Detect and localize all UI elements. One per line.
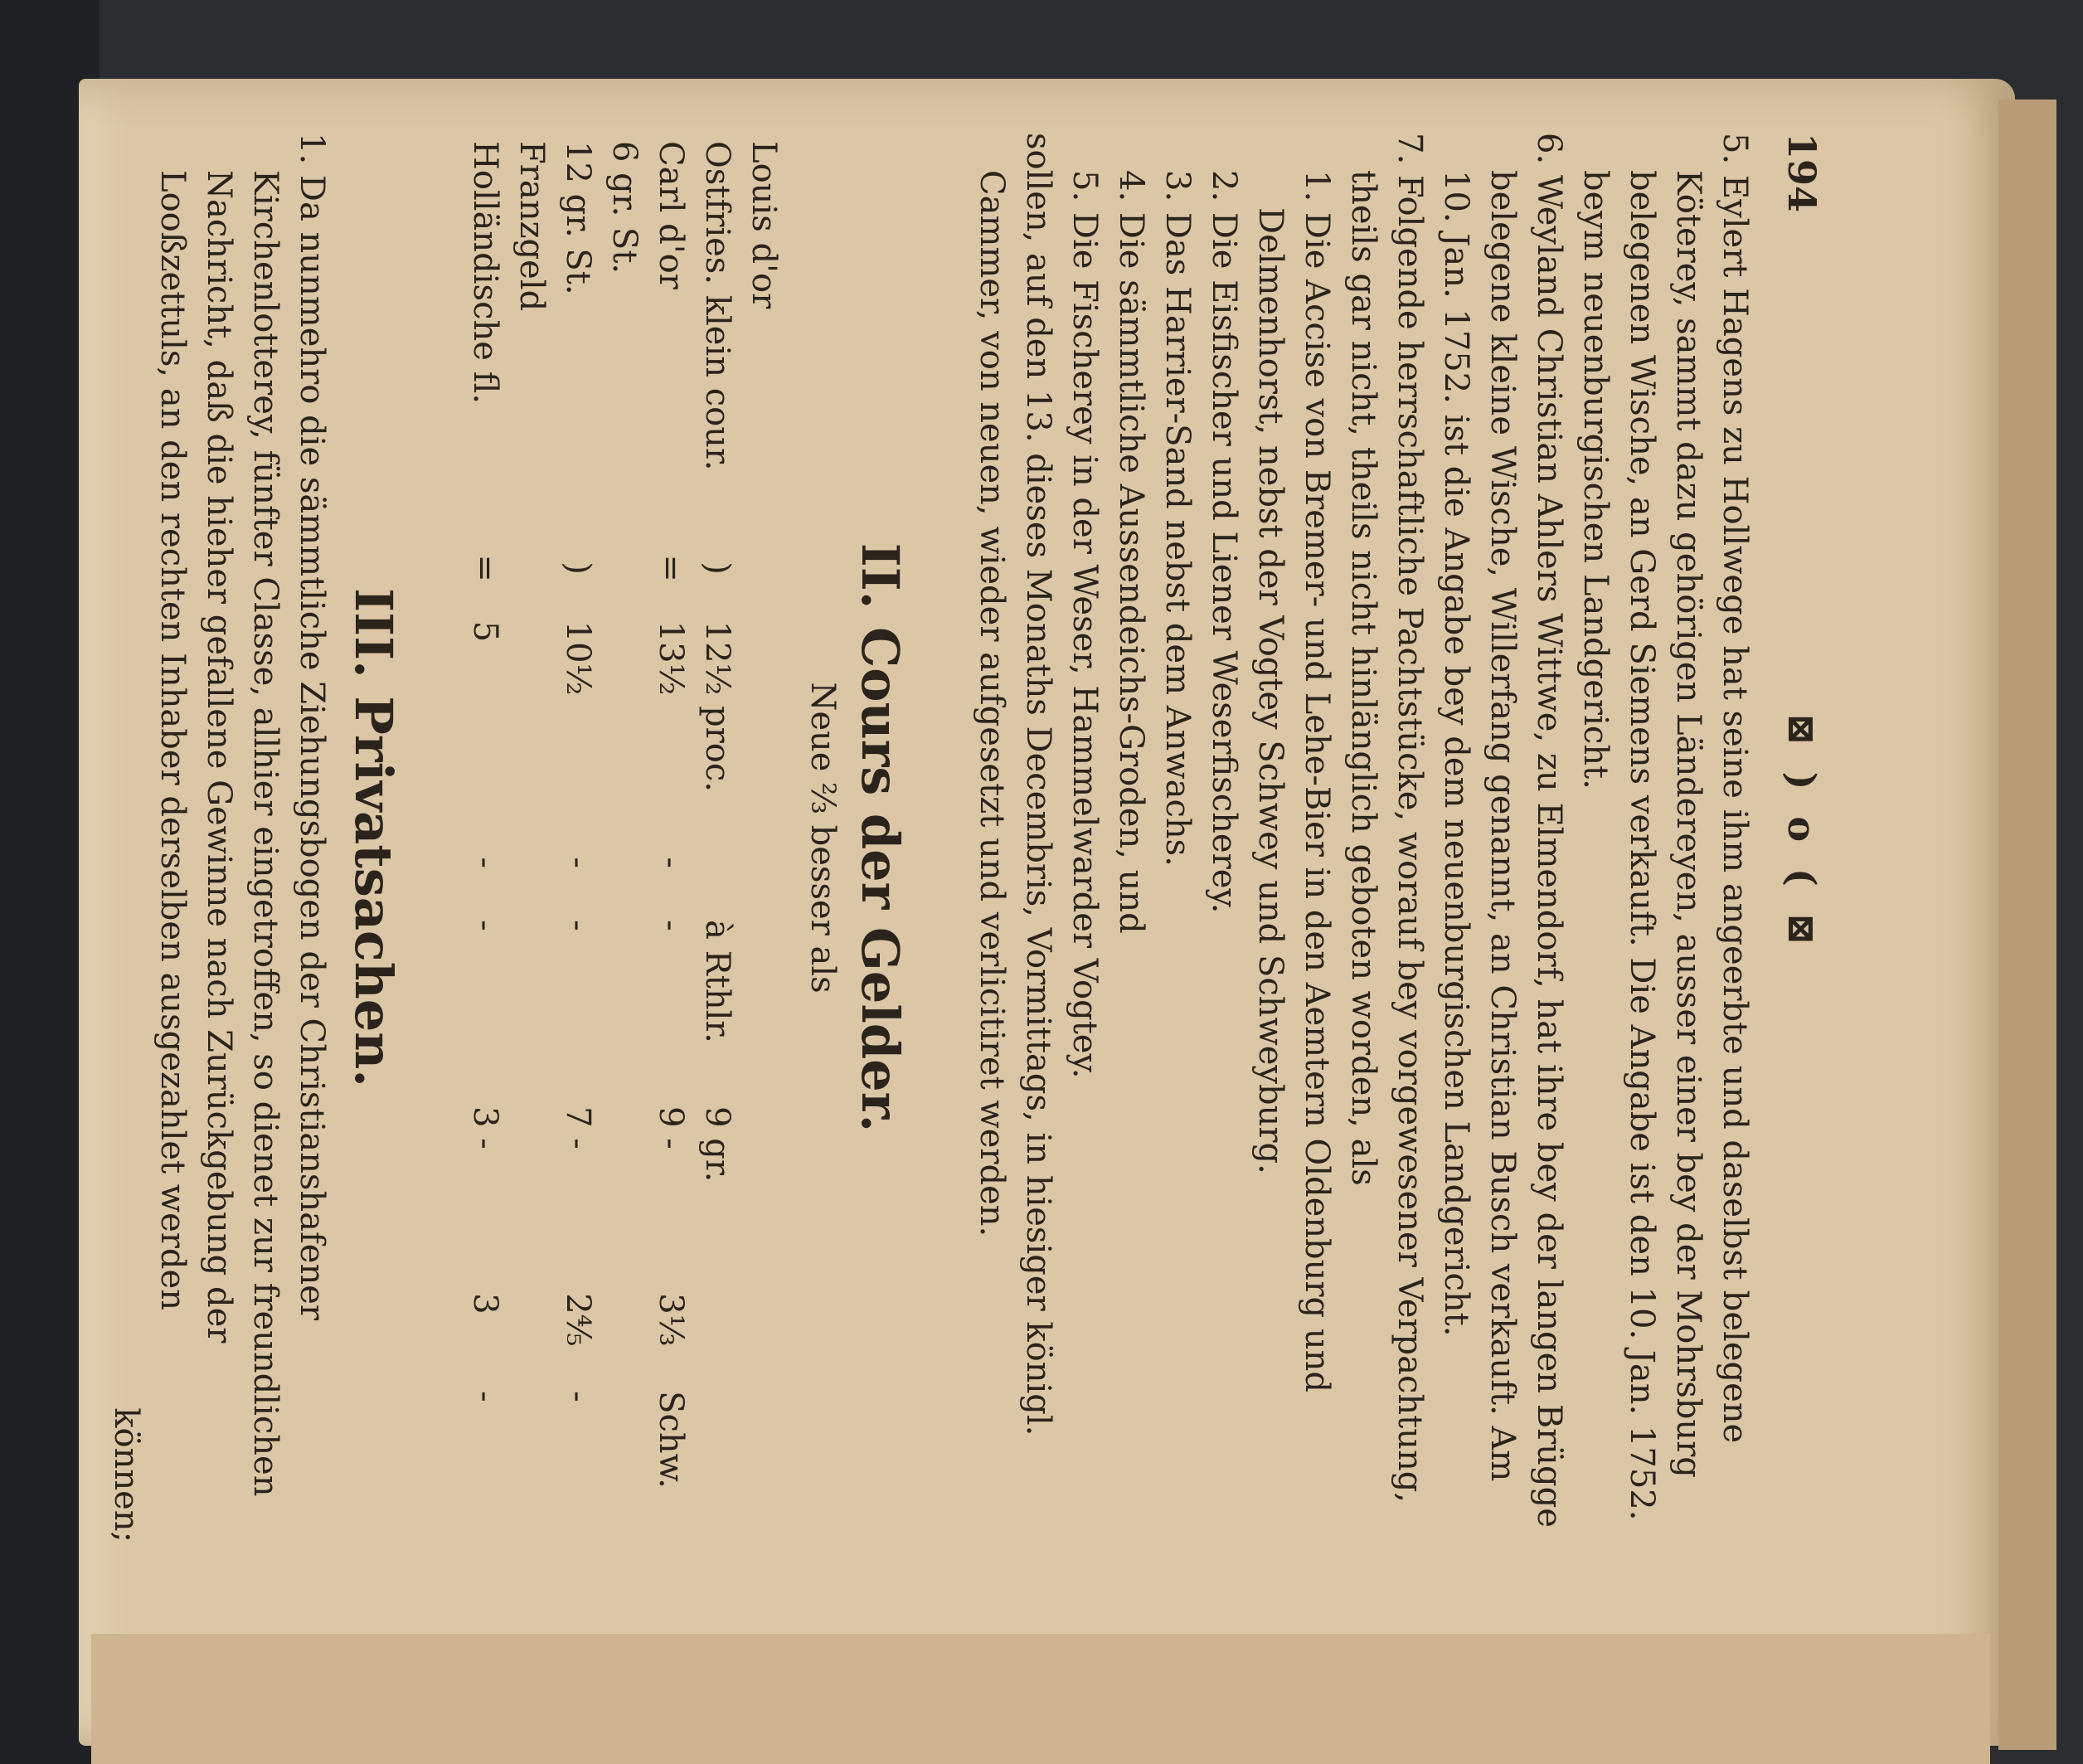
table-row: Franzgeld xyxy=(512,141,551,312)
header-ornament: ⊠ ) o ( ⊠ xyxy=(1780,713,1824,952)
subentry-4: 4. Die sämmtliche Aussendeichs-Groden, und xyxy=(1112,170,1150,934)
table-row: Ostfries. klein cour. ) 12½ proc. à Rthlr. 9 gr. xyxy=(698,141,736,1183)
entry-5: 5. Eylert Hagens zu Hollwege hat seine ihm angeerbte und daselbst belegene Köterey, sammt dazu gehörigen Ländereyen, ausser einer bey der Mohrsburg belegenen Wische, an Gerd Siemens verkauft. Die Angabe ist den 10. Jan. 1752. beym neuenburgischen Landgericht. xyxy=(1576,133,1754,1521)
page-text xyxy=(107,133,1824,1543)
book-gutter xyxy=(1998,100,2056,1750)
subentry-3: 3. Das Harrier-Sand nebst dem Anwachs. xyxy=(1158,170,1197,867)
entry-7: 7. Folgende herrschaftliche Pachtstücke, worauf bey vorgewesener Verpachtung, theils gar nicht, theils nicht hinlänglich geboten worden, als xyxy=(1344,133,1429,1504)
table-row: Louis d'or xyxy=(745,141,783,309)
subentry-2: 2. Die Eisfischer und Liener Weserfischerey. xyxy=(1205,170,1243,914)
page-number: 194 xyxy=(1780,133,1824,213)
table-row: 6 gr. St. xyxy=(605,141,643,275)
privatsachen-paragraph: 1. Da nunmehro die sämmtliche Ziehungsbogen der Christianshafener Kirchenlotterey, fünfter Classe, allhier eingetroffen, so dienet zur freundlichen Nachricht, daß die hieher gefallene Gewinne nach Zurückgebung der Looßzettuls, an den rechten Inhaber derselben ausgezahlet werden xyxy=(153,133,331,1497)
subentry-1: 1. Die Accise von Bremer- und Lehe-Bier in den Aemtern Oldenburg und Delmenhorst, nebst der Vogtey Schwey und Schweyburg. xyxy=(1251,170,1336,1392)
subentry-5: 5. Die Fischerey in der Weser, Hammelwarder Vogtey. xyxy=(1066,170,1104,1079)
running-header xyxy=(1758,133,1824,1543)
catchword: können; xyxy=(107,1407,145,1543)
table-row: Carl d'or = 13½ - - 9 - 3⅓ Schw. xyxy=(652,141,690,1489)
page-stack-edge xyxy=(91,1634,1990,1764)
section-subheading-cours: Neue ⅔ besser als xyxy=(804,682,842,994)
table-row: Holländische fl. = 5 - - 3 - 3 - xyxy=(466,141,504,1402)
section-heading-privatsachen: III. Privatsachen. xyxy=(343,588,404,1087)
closing-text: sollen, auf den 13. dieses Monaths Decembris, Vormittags, in hiesiger königl. Cammer, von neuen, wieder aufgesetzt und verlicitiret werden. xyxy=(973,133,1057,1436)
entry-6: 6. Weyland Christian Ahlers Wittwe, zu Elmendorf, hat ihre bey der langen Brügge belegene kleine Wische, Willerfang genannt, an Christian Busch verkauft. Am 10. Jan. 1752. ist die Angabe bey dem neuenburgischen Landgericht. xyxy=(1437,133,1568,1528)
section-heading-cours: II. Cours der Gelder. xyxy=(850,542,910,1133)
exchange-rate-table xyxy=(462,133,787,1543)
table-row: 12 gr. St. ) 10½ - - 7 - 2⅘ - xyxy=(559,141,597,1402)
